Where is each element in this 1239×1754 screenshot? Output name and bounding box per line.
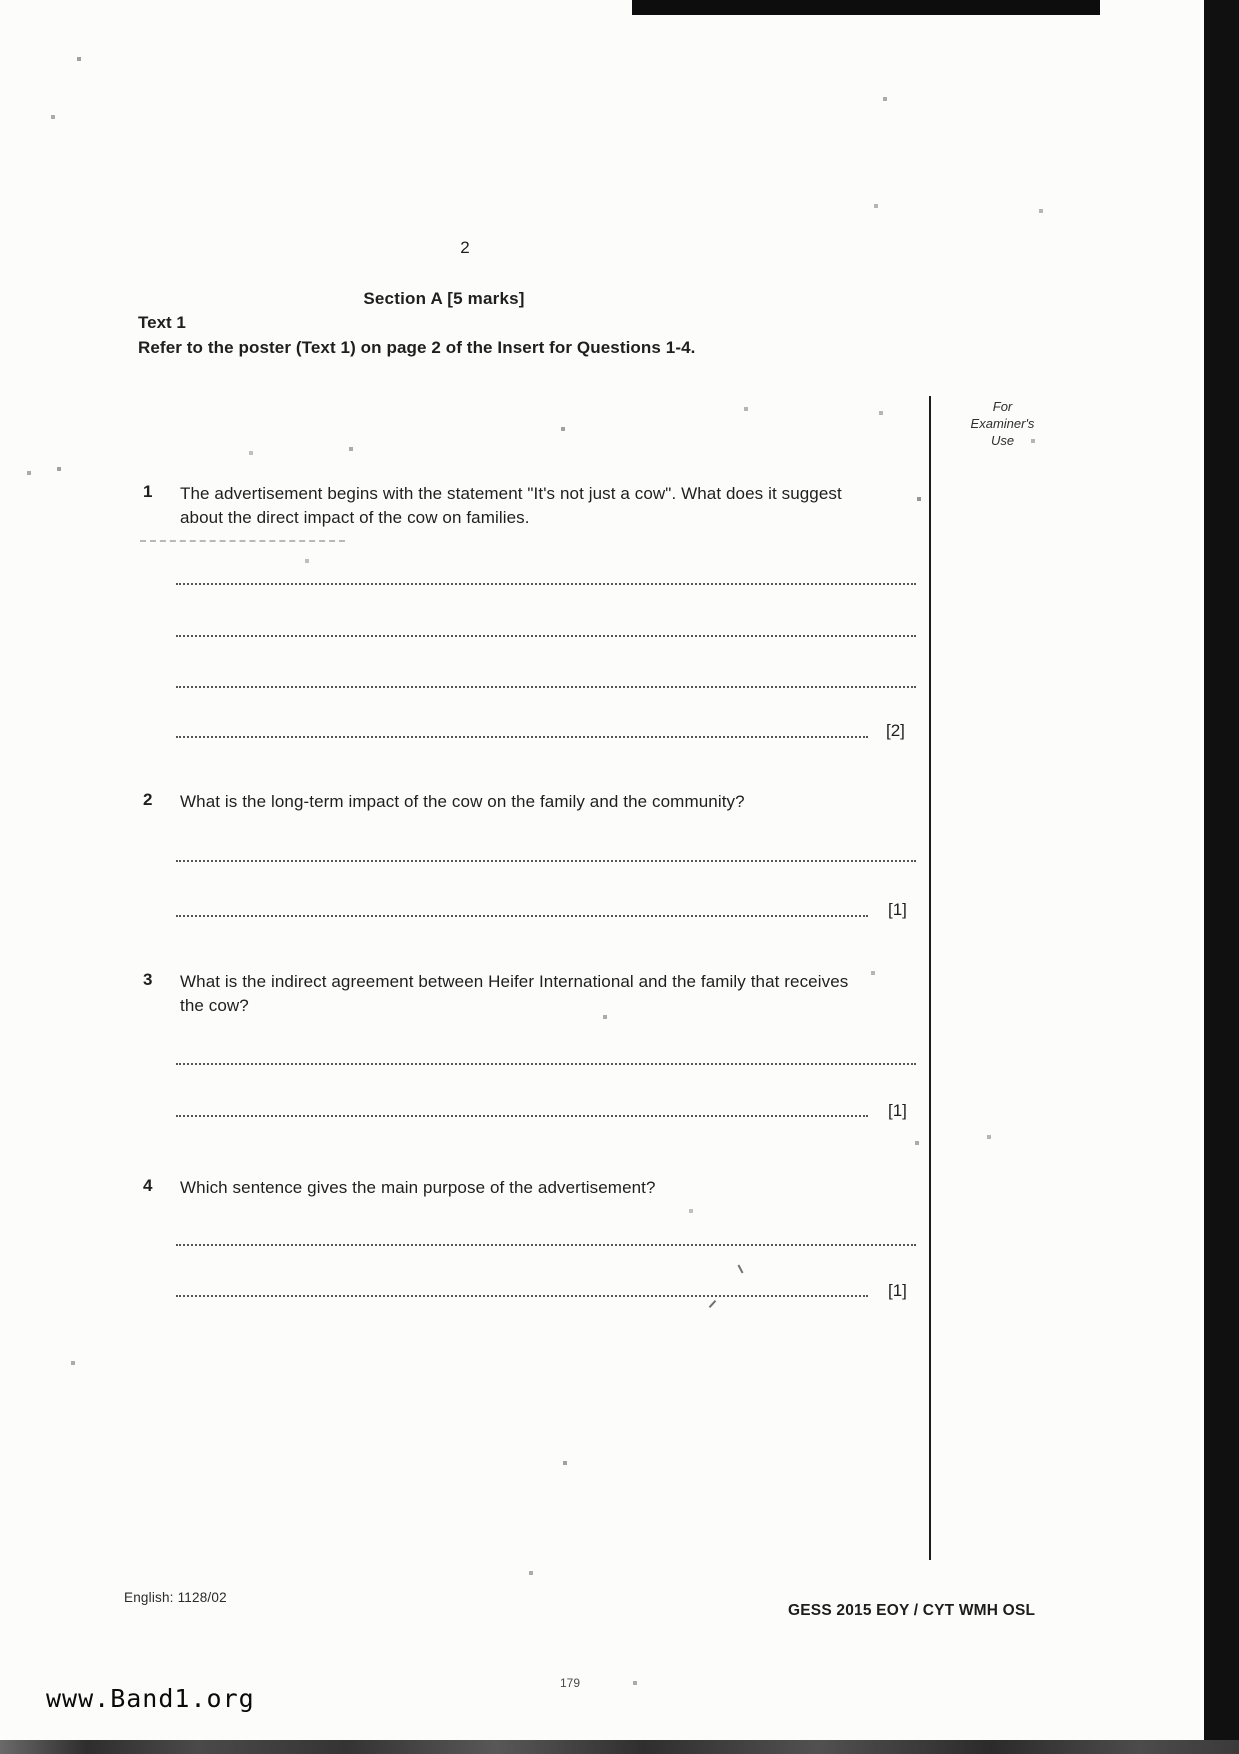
answer-line <box>176 686 916 688</box>
question-4-marks: [1] <box>888 1281 907 1300</box>
page-number-top: 2 <box>460 238 470 257</box>
question-1-marks: [2] <box>886 721 905 740</box>
answer-line <box>176 1115 868 1117</box>
question-1-text: The advertisement begins with the statement "It's not just a cow". What does it suggest about the direct impact of the cow on families. <box>180 484 842 527</box>
examiner-note-line: Use <box>990 433 1015 448</box>
question-3-marks: [1] <box>888 1101 907 1120</box>
answer-line <box>176 915 868 917</box>
answer-line <box>176 1063 916 1065</box>
question-2-text: What is the long-term impact of the cow on the family and the community? <box>180 792 745 811</box>
scan-noise-speckles <box>0 0 2 2</box>
examiner-margin-rule <box>929 396 931 1560</box>
scan-artifact-tick <box>738 1265 744 1274</box>
examiner-use-note <box>940 398 1065 449</box>
question-3-number: 3 <box>143 970 153 989</box>
answer-line <box>176 635 916 637</box>
scan-artifact-dashes <box>140 540 345 542</box>
question-4-number: 4 <box>143 1176 153 1195</box>
scan-edge-bar-top <box>632 0 1100 15</box>
answer-line <box>176 1244 916 1246</box>
answer-line <box>176 736 868 738</box>
text1-label: Text 1 <box>138 313 186 332</box>
answer-line <box>176 1295 868 1297</box>
section-heading: Section A [5 marks] <box>363 289 525 308</box>
answer-line <box>176 583 916 585</box>
paper-code: English: 1128/02 <box>124 1590 227 1605</box>
question-1-number: 1 <box>143 482 153 501</box>
question-3-text: What is the indirect agreement between Heifer International and the family that receives the cow? <box>180 972 849 1015</box>
scan-artifact-tick <box>709 1300 717 1308</box>
question-2-marks: [1] <box>888 900 907 919</box>
examiner-note-line: For <box>992 399 1013 414</box>
question-2-number: 2 <box>143 790 153 809</box>
scan-edge-bar-bottom <box>0 1740 1239 1754</box>
exam-code: GESS 2015 EOY / CYT WMH OSL <box>788 1602 1036 1619</box>
page-number-bottom: 179 <box>560 1676 581 1690</box>
instruction-line: Refer to the poster (Text 1) on page 2 of the Insert for Questions 1-4. <box>138 338 696 357</box>
examiner-note-line: Examiner's <box>970 416 1035 431</box>
band1-watermark: www.Band1.org <box>46 1684 255 1713</box>
answer-line <box>176 860 916 862</box>
scan-edge-bar-right <box>1204 0 1239 1754</box>
question-4-text: Which sentence gives the main purpose of the advertisement? <box>180 1178 656 1197</box>
